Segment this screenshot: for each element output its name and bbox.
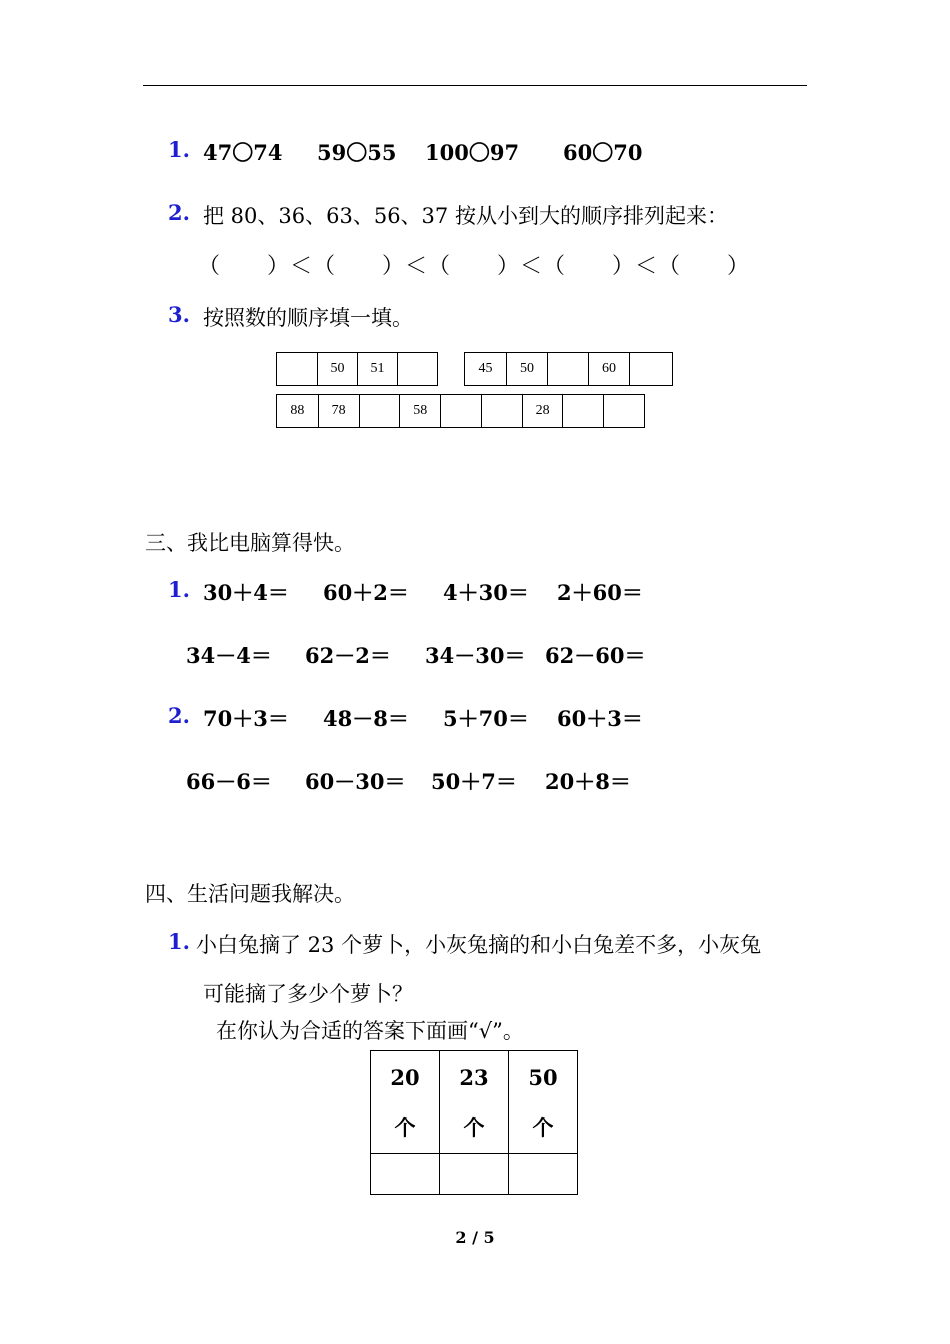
answer-value: 50	[528, 1065, 558, 1090]
equation: 34－4＝	[186, 643, 272, 668]
equation: 5＋70＝	[443, 706, 529, 731]
order-blanks: （ ）＜（ ）＜（ ）＜（ ）＜（ ）	[198, 254, 751, 279]
answer-table	[370, 1050, 578, 1195]
equation: 60－30＝	[305, 769, 406, 794]
question-number: 2.	[168, 200, 190, 225]
answer-check-cell[interactable]	[509, 1154, 578, 1195]
sequence-cell[interactable]	[547, 353, 588, 385]
sequence-cell: 50	[506, 353, 547, 385]
equation: 48－8＝	[323, 706, 409, 731]
page-number: 2 / 5	[455, 1228, 495, 1247]
sequence-row-1a	[276, 352, 438, 386]
question-number: 3.	[168, 302, 190, 327]
sequence-cell[interactable]	[481, 395, 522, 427]
equation: 2＋60＝	[557, 580, 643, 605]
compare-item: 59〇55	[317, 140, 397, 165]
section-title: 四、生活问题我解决。	[145, 882, 355, 906]
question-number: 1.	[168, 577, 190, 602]
sequence-cell: 28	[522, 395, 563, 427]
answer-check-cell[interactable]	[440, 1154, 509, 1195]
sequence-cell[interactable]	[277, 353, 317, 385]
equation: 30＋4＝	[203, 580, 289, 605]
order-instruction: 把 80、36、63、56、37 按从小到大的顺序排列起来：	[203, 204, 728, 228]
equation: 62－60＝	[545, 643, 646, 668]
sequence-cell: 51	[357, 353, 397, 385]
compare-item: 60〇70	[563, 140, 643, 165]
equation: 4＋30＝	[443, 580, 529, 605]
equation: 70＋3＝	[203, 706, 289, 731]
sequence-cell[interactable]	[603, 395, 644, 427]
sequence-cell: 58	[399, 395, 440, 427]
sequence-cell: 78	[318, 395, 359, 427]
question-number: 1.	[168, 929, 190, 954]
answer-option	[440, 1051, 509, 1154]
sequence-cell: 45	[478, 361, 493, 376]
equation: 34－30＝	[425, 643, 526, 668]
sequence-instruction: 按照数的顺序填一填。	[203, 306, 413, 330]
answer-value: 20	[390, 1065, 420, 1090]
equation: 60＋3＝	[557, 706, 643, 731]
header-rule	[143, 85, 807, 86]
sequence-cell: 50	[317, 353, 357, 385]
question-number: 2.	[168, 703, 190, 728]
answer-check-cell[interactable]	[371, 1154, 440, 1195]
sequence-row-1b	[464, 352, 673, 386]
answer-option	[509, 1051, 578, 1154]
word-problem-line: 小白兔摘了 23 个萝卜，小灰兔摘的和小白兔差不多，小灰兔	[196, 933, 762, 957]
sequence-cell: 88	[290, 403, 305, 418]
equation: 66－6＝	[186, 769, 272, 794]
sequence-cell[interactable]	[562, 395, 603, 427]
sequence-row-2	[276, 394, 645, 428]
answer-unit: 个	[394, 1115, 416, 1140]
compare-item: 47〇74	[203, 140, 283, 165]
answer-option	[371, 1051, 440, 1154]
sequence-cell[interactable]	[397, 353, 437, 385]
equation: 20＋8＝	[545, 769, 631, 794]
compare-item: 100〇97	[425, 140, 520, 165]
equation: 50＋7＝	[431, 769, 517, 794]
word-problem-instruction: 在你认为合适的答案下面画“√”。	[216, 1019, 524, 1043]
sequence-cell[interactable]	[440, 395, 481, 427]
word-problem-line: 可能摘了多少个萝卜？	[203, 982, 413, 1006]
sequence-cell[interactable]	[629, 353, 670, 385]
sequence-cell[interactable]	[359, 395, 400, 427]
section-title: 三、我比电脑算得快。	[145, 531, 355, 555]
equation: 60＋2＝	[323, 580, 409, 605]
question-number: 1.	[168, 137, 190, 162]
answer-unit: 个	[532, 1115, 554, 1140]
equation: 62－2＝	[305, 643, 391, 668]
answer-unit: 个	[463, 1115, 485, 1140]
answer-value: 23	[459, 1065, 489, 1090]
sequence-cell: 60	[588, 353, 629, 385]
